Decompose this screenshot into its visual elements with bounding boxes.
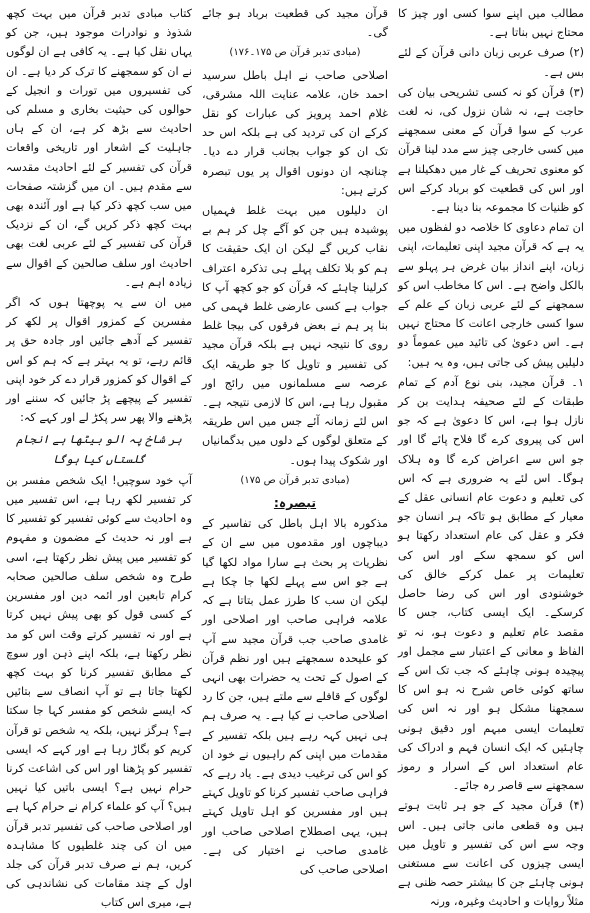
verse-quote: ہر شاخ پہ الو بیٹھا ہے انجام گلستاں کیا ہوگا — [16, 433, 182, 466]
citation: (مبادی تدبر قرآن ص ۱۷۵۔۱۷۶) — [229, 47, 361, 59]
paragraph: اصلاحی صاحب نے اہل باطل سرسید احمد خان، علامہ عنایت اللہ مشرقی، غلام احمد پرویز کی عبارات کو نقل کرکے ان کی تردید کی ہے بلکہ اس حد تک ان کو جواب بجانب قرار دے دیا۔ چنانچہ ان دونوں اقوال پر یوں تبصرہ کرتے ہیں: — [202, 68, 388, 197]
paragraph: میں ان سے یہ پوچھتا ہوں کہ اگر مفسرین کے کمزور اقوال پر لکھ کر تفسیر کے آدھے جائیں اور جادہ حق پر قائم رہے، تو یہ بہتر ہے کہ ہم کو اس کے اقوال کو کمزور قرار دے کر خود اپنی تفسیر کے پیچھے پڑ جائیں کہ سننے اور پڑھنے والا پھر سر پکڑ لے اور کہے کہ: — [6, 296, 192, 425]
paragraph: (۲) صرف عربی زبان دانی قرآن کے لئے بس ہے۔ — [398, 46, 584, 79]
paragraph: مطالب میں اپنے سوا کسی اور چیز کا محتاج نہیں بناتا ہے۔ — [398, 7, 584, 40]
paragraph: (۳) قرآن کو نہ کسی تشریحی بیان کی حاجت ہے، نہ شان نزول کی، نہ لغت عرب کے سوا قرآن کے معنی سمجھنے میں کسی خارجی چیز سے مدد لینا قرآن کو معنوی تحریف کے غار میں دھکیلنا ہے اور اس کی قطعیت کو برباد کرکے اس کو ظنیات کا مجموعہ بنا دینا ہے۔ — [398, 85, 584, 215]
paragraph: ان تمام دعاوی کا خلاصہ دو لفظوں میں یہ ہے کہ قرآن مجید اپنی تعلیمات، اپنی زبان، اپنے انداز بیان غرض ہر پہلو سے بالکل واضح ہے۔ اس کا مخاطب اس کو سمجھنے کے لئے عربی زبان کے علم کے سوا کسی خارجی اعانت کا محتاج نہیں ہے۔ اس دعویٰ کی تائید میں عموماً دو دلیلیں پیش کی جاتی ہیں، وہ یہ ہیں: — [398, 221, 584, 369]
paragraph: آپ خود سوچیں! ایک شخص مفسر بن کر تفسیر لکھ رہا ہے، اس تفسیر میں وہ احادیث سے کوئی تفسیر کو تفسیر کا ہے اور نہ حدیث کے مضمون و مفہوم کو تفسیر میں پیش نظر رکھتا ہے، اسی طرح وہ شخص سلف صالحین صحابہ کرام تابعین اور ائمہ دین اور مفسرین کے کسی قول کو بھی پیش نہیں کرتا ہے اور نہ تفسیر کرتے وقت اس کو مد نظر رکھتا ہے، بلکہ اپنے ذہن اور سوچ کے مطابق تفسیر کرنا کو بہت کچھ لکھتا جاتا ہے تو آپ انصاف سے بتائیں کہ ایسے شخص کو مفسر کہا جا سکتا ہے؟ ہرگز نہیں، بلکہ یہ شخص تو قرآن کریم کو بگاڑ رہا ہے اور کہے کہ ایسی تفسیر کو پڑھنا اور اس کی اشاعت کرنا حرام نہیں ہے؟ ایسی باتیں کیا نہیں ہیں؟ آپ کو علماء کرام نے حرام کہا ہے اور اصلاحی صاحب کی تفسیر تدبر قرآن میں ان کی چند غلطیوں کا مشاہدہ کریں، ہم نے صرف تدبر قرآن کی جلد اول کے چند مقامات کی نشاندہی کی ہے، میری اس کتاب — [6, 473, 192, 910]
column-right — [398, 4, 584, 909]
paragraph: ان دلیلوں میں بہت غلط فہمیاں پوشیدہ ہیں جن کو آگے چل کر ہم بے نقاب کریں گے لیکن ان ایک حقیقت کا ہم کو بلا تکلف پہلے ہی تذکرہ اعتراف کرلینا چاہئے کہ قرآن کو جو کچھ آپ کا جواب ہے کسی عارضی غلط فہمی کی بنا پر ہم نے بعض فرقوں کی بیجا غلط روی کا نتیجہ نہیں ہے بلکہ قرآن مجید کی تفسیر و تاویل کا جو طریقہ ایک عرصہ سے مسلمانوں میں رائج اور مقبول رہا ہے، اس کا لازمی نتیجہ ہے۔ اس لئے زمانہ آئے جس میں اس طریقہ کے متعلق لوگوں کے دلوں میں بدگمانیاں اور شکوک پیدا ہوں۔ — [202, 204, 388, 467]
paragraph: کتاب مبادی تدبر قرآن میں بہت کچھ شذوذ و نوادرات موجود ہیں، جن کو یہاں نقل کیا ہے۔ یہ کافی ہے ان لوگوں نے ان کو سمجھنے کا ترک کر دیا ہے۔ ان کی تفسیروں میں تورات و انجیل کے حوالوں کی حیثیت بخاری و مسلم کی احادیث سے بڑھ کر ہے، ان کے ہاں جاہلیت کے اشعار اور تاریخی واقعات قرآن کی تفسیر کے لئے احادیث مقدسہ سے مقدم ہیں۔ ان میں گزشتہ صفحات میں سب کچھ ذکر کیا ہے اور آئندہ بھی بہت کچھ ذکر کریں گے، ان کے نزدیک قرآن کی تفسیر کے لئے عربی لغت بھی احادیث اور سلف صالحین کے اقوال سے زیادہ اہم ہے۔ — [6, 7, 192, 289]
column-left — [6, 4, 192, 910]
column-middle — [202, 4, 388, 876]
paragraph: ۱۔ قرآن مجید، بنی نوع آدم کے تمام طبقات کے لئے صحیفہ ہدایت بن کر نازل ہوا ہے، اس کا دعویٰ ہے کہ جو اس کی پیروی کرے گا فلاح پائے گا اور جو اس سے اعراض کرے گا وہ ہلاک ہوگا۔ اس لئے یہ ضروری ہے کہ اس کی تعلیم و دعوت عام انسانی عقل کے معیار کے مطابق ہو تاکہ ہر انسان جو فکر و عقل کی عام استعداد رکھتا ہو اس کو سمجھ سکے اور اس کی تعلیمات پر عمل کرکے خالق کی خوشنودی اور اس کی رضا حاصل کرسکے۔ ایک ایسی کتاب، جس کا مقصد عام تعلیم و دعوت ہو، نہ تو الفاظ و معانی کے اعتبار سے مجمل اور پیچیدہ ہونی چاہئے کہ جب تک اس کے ساتھ کوئی خاص شرح نہ ہو اس کا سمجھنا مشکل ہو اور نہ اس کی تعلیمات ایسی مبہم اور دقیق ہونی چاہئیں کہ ایک انسان فہم و ادراک کی عام استعداد اس کے اسرار و رموز سمجھنے سے قاصر رہ جائے۔ — [398, 375, 584, 793]
paragraph: مذکورہ بالا اہل باطل کی تفاسیر کے دیباچوں اور مقدموں میں سے ان کے نظریات پر بحث ہے سارا مواد لکھا گیا ہے جو اس سے پہلے لکھا جا چکا ہے لیکن ان سب کا طرز عمل بتاتا ہے کہ علامہ فراہی صاحب اور اصلاحی اور غامدی صاحب جب قرآن مجید سے آپ کو علیحدہ سمجھتے ہیں اور نظم قرآن کے اصول کے تحت یہ حضرات بھی انہی لوگوں کے قافلے سے ملتے ہیں، جن کا رد اصلاحی صاحب نے کیا ہے۔ یہ صرف ہم ہی نہیں کہہ رہے ہیں بلکہ تفسیر کے مقدمات میں اپنی کم راہیوں نے خود ان کو اس کی ترغیب دیدی ہے۔ یاد رہے کہ فراہی صاحب تفسیر کرنا کو تاویل کہتے ہیں اور مفسرین کو اہل تاویل کہتے ہیں، یہی اصطلاح اصلاحی صاحب اور غامدی صاحب نے اختیار کی ہے۔ اصلاحی صاحب کی — [202, 517, 388, 876]
section-heading: تبصرہ: — [273, 495, 317, 511]
paragraph: قرآن مجید کی قطعیت برباد ہو جائے گی۔ — [202, 7, 388, 40]
citation: (مبادی تدبر قرآن ص ۱۷۵) — [240, 474, 350, 486]
paragraph: (۴) قرآن مجید کے جو ہر ثابت ہوتے ہیں وہ قطعی مانی جاتی ہیں۔ اس وجہ سے اس کی تفسیر و تاویل میں ایسی چیزوں کی اعانت سے مستغنی ہونی چاہئے جن کا بیشتر حصہ ظنی ہے مثلاً روایات و احادیث وغیرہ، ورنہ — [398, 799, 584, 909]
